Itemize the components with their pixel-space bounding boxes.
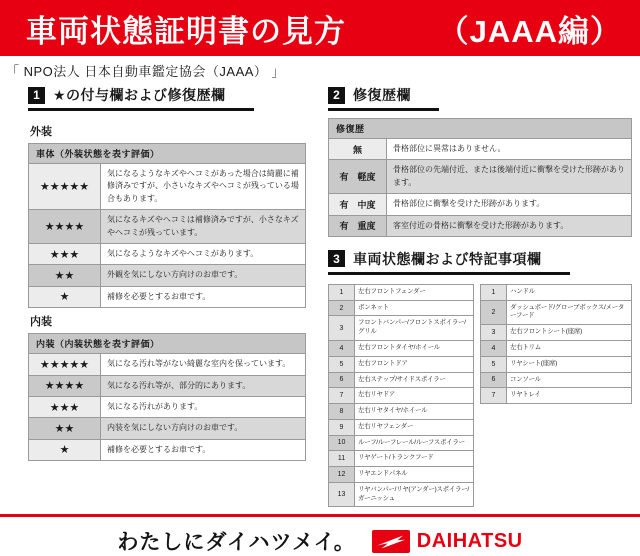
table-row xyxy=(29,286,306,307)
star-rating: ★★★★ xyxy=(29,210,101,244)
part-name: ボンネット xyxy=(355,300,474,316)
table-row xyxy=(481,284,632,300)
star-rating: ★★ xyxy=(29,265,101,286)
section-number-badge: 3 xyxy=(328,250,345,267)
table-row xyxy=(29,396,306,417)
rating-description: 内装を気にしない方向けのお車です。 xyxy=(101,418,306,439)
part-name: ルーフ/ルーフレール/ルーフスポイラー xyxy=(355,435,474,451)
rating-description: 補修を必要とするお車です。 xyxy=(101,286,306,307)
part-number: 9 xyxy=(329,419,355,435)
part-number: 5 xyxy=(329,356,355,372)
star-rating: ★★★ xyxy=(29,243,101,264)
part-number: 1 xyxy=(329,284,355,300)
part-name: ダッシュボード/グローブボックス/メーターフード xyxy=(507,300,632,325)
star-rating: ★★★ xyxy=(29,396,101,417)
part-name: リヤシート(座席) xyxy=(507,356,632,372)
repair-grade: 有 軽度 xyxy=(329,160,387,194)
part-number: 1 xyxy=(481,284,507,300)
interior-parts-table xyxy=(480,284,632,404)
part-number: 10 xyxy=(329,435,355,451)
part-number: 8 xyxy=(329,404,355,420)
table-row xyxy=(481,325,632,341)
table-row xyxy=(329,482,474,507)
repair-description: 骨格部位に衝撃を受けた形跡があります。 xyxy=(387,194,632,215)
part-name: 左右フロントフェンダー xyxy=(355,284,474,300)
exterior-rating-table xyxy=(28,143,306,308)
repair-table-header: 修復歴 xyxy=(329,119,632,139)
star-rating: ★★★★ xyxy=(29,375,101,396)
part-name: コンソール xyxy=(507,372,632,388)
table-row xyxy=(329,404,474,420)
part-name: 左右リヤタイヤ/ホイール xyxy=(355,404,474,420)
part-name: リヤバンパー/リヤ(アンダー)スポイラー/ガーニッシュ xyxy=(355,482,474,507)
part-name: リヤゲート/トランクフード xyxy=(355,451,474,467)
star-rating: ★ xyxy=(29,286,101,307)
rating-description: 気になる汚れ等が、部分的にあります。 xyxy=(101,375,306,396)
table-row xyxy=(481,341,632,357)
table-row xyxy=(481,372,632,388)
table-row xyxy=(29,265,306,286)
part-name: リヤトレイ xyxy=(507,388,632,404)
part-name: 左右リヤフェンダー xyxy=(355,419,474,435)
part-number: 13 xyxy=(329,482,355,507)
part-number: 7 xyxy=(481,388,507,404)
brand-slogan: わたしにダイハツメイ。 xyxy=(117,531,356,555)
part-number: 3 xyxy=(481,325,507,341)
table-row xyxy=(329,372,474,388)
part-number: 5 xyxy=(481,356,507,372)
table-row xyxy=(329,341,474,357)
part-name: 左右フロントドア xyxy=(355,356,474,372)
part-name: ハンドル xyxy=(507,284,632,300)
interior-rating-table xyxy=(28,333,306,461)
table-row xyxy=(481,356,632,372)
table-row xyxy=(29,164,306,210)
star-rating: ★★★★★ xyxy=(29,164,101,210)
table-row xyxy=(329,356,474,372)
table-row xyxy=(329,316,474,341)
table-row xyxy=(29,375,306,396)
part-name: フロントバンパー/フロントスポイラー/グリル xyxy=(355,316,474,341)
section-title: 修復歴欄 xyxy=(353,87,411,103)
table-row xyxy=(329,300,474,316)
repair-grade: 有 中度 xyxy=(329,194,387,215)
table-row xyxy=(329,139,632,160)
footer xyxy=(0,517,640,556)
part-name: 左右リヤドア xyxy=(355,388,474,404)
rating-description: 補修を必要とするお車です。 xyxy=(101,439,306,460)
repair-description: 骨格部位に異常はありません。 xyxy=(387,139,632,160)
section1-header xyxy=(28,85,254,111)
interior-label: 内装 xyxy=(30,316,52,329)
table-row xyxy=(329,388,474,404)
page-edition: （JAAA編） xyxy=(437,13,622,49)
table-row xyxy=(29,210,306,244)
main-columns xyxy=(0,83,640,507)
column-right xyxy=(328,85,632,507)
exterior-label: 外装 xyxy=(30,126,52,138)
star-rating: ★★★★★ xyxy=(29,354,101,375)
part-number: 4 xyxy=(481,341,507,357)
section3-header xyxy=(328,249,570,275)
rating-description: 気になる汚れ等がない綺麗な室内を保っています。 xyxy=(101,354,306,375)
column-left xyxy=(28,85,306,461)
section-number-badge: 2 xyxy=(328,87,345,104)
part-number: 3 xyxy=(329,316,355,341)
table-row xyxy=(29,243,306,264)
part-name: 左右トリム xyxy=(507,341,632,357)
part-number: 6 xyxy=(481,372,507,388)
part-name: 左右フロントシート(座席) xyxy=(507,325,632,341)
part-number: 11 xyxy=(329,451,355,467)
exterior-table-header: 車体（外装状態を表す評価） xyxy=(29,144,306,164)
rating-description: 気になるようなキズやヘコミがあった場合は綺麗に補修済みですが、小さいなキズやヘコミが残っている場合もあります。 xyxy=(101,164,306,210)
table-row xyxy=(329,160,632,194)
star-rating: ★ xyxy=(29,439,101,460)
part-name: 左右フロントタイヤ/ホイール xyxy=(355,341,474,357)
section2-header xyxy=(328,85,439,111)
table-row xyxy=(329,435,474,451)
part-number: 2 xyxy=(329,300,355,316)
brand-name: DAIHATSU xyxy=(416,529,523,552)
section-title: ★の付与欄および修復歴欄 xyxy=(53,87,226,103)
repair-grade: 無 xyxy=(329,139,387,160)
table-row xyxy=(29,354,306,375)
table-row xyxy=(329,451,474,467)
table-row xyxy=(29,418,306,439)
page-banner xyxy=(0,0,640,56)
table-row xyxy=(29,439,306,460)
star-rating: ★★ xyxy=(29,418,101,439)
issuer-subtitle: 「 NPO法人 日本自動車鑑定協会（JAAA） 」 xyxy=(6,64,286,79)
page-title: 車両状態証明書の見方 xyxy=(26,13,346,49)
rating-description: 気になるキズやヘコミは補修済みですが、小さなキズやヘコミが残っています。 xyxy=(101,210,306,244)
brand-logo xyxy=(372,530,523,553)
exterior-parts-table xyxy=(328,284,474,507)
section-title: 車両状態欄および特記事項欄 xyxy=(353,250,542,267)
part-number: 12 xyxy=(329,467,355,483)
table-row xyxy=(481,300,632,325)
part-number: 4 xyxy=(329,341,355,357)
repair-description: 骨格部位の先端付近、または後端付近に衝撃を受けた形跡があります。 xyxy=(387,160,632,194)
part-name: 左右ステップ/サイドスポイラー xyxy=(355,372,474,388)
part-number: 7 xyxy=(329,388,355,404)
table-row xyxy=(329,215,632,236)
repair-description: 客室付近の骨格に衝撃を受けた形跡があります。 xyxy=(387,215,632,236)
table-row xyxy=(329,419,474,435)
table-row xyxy=(329,194,632,215)
table-row xyxy=(481,388,632,404)
repair-history-table xyxy=(328,118,632,237)
repair-grade: 有 重度 xyxy=(329,215,387,236)
table-row xyxy=(329,284,474,300)
daihatsu-mark-icon xyxy=(372,530,410,553)
rating-description: 外観を気にしない方向けのお車です。 xyxy=(101,265,306,286)
part-number: 2 xyxy=(481,300,507,325)
rating-description: 気になる汚れがあります。 xyxy=(101,396,306,417)
interior-table-header: 内装（内装状態を表す評価） xyxy=(29,334,306,354)
table-row xyxy=(329,467,474,483)
part-name: リヤエンドパネル xyxy=(355,467,474,483)
section-number-badge: 1 xyxy=(28,87,45,104)
parts-tables xyxy=(328,284,632,507)
part-number: 6 xyxy=(329,372,355,388)
rating-description: 気になるようなキズやヘコミがあります。 xyxy=(101,243,306,264)
